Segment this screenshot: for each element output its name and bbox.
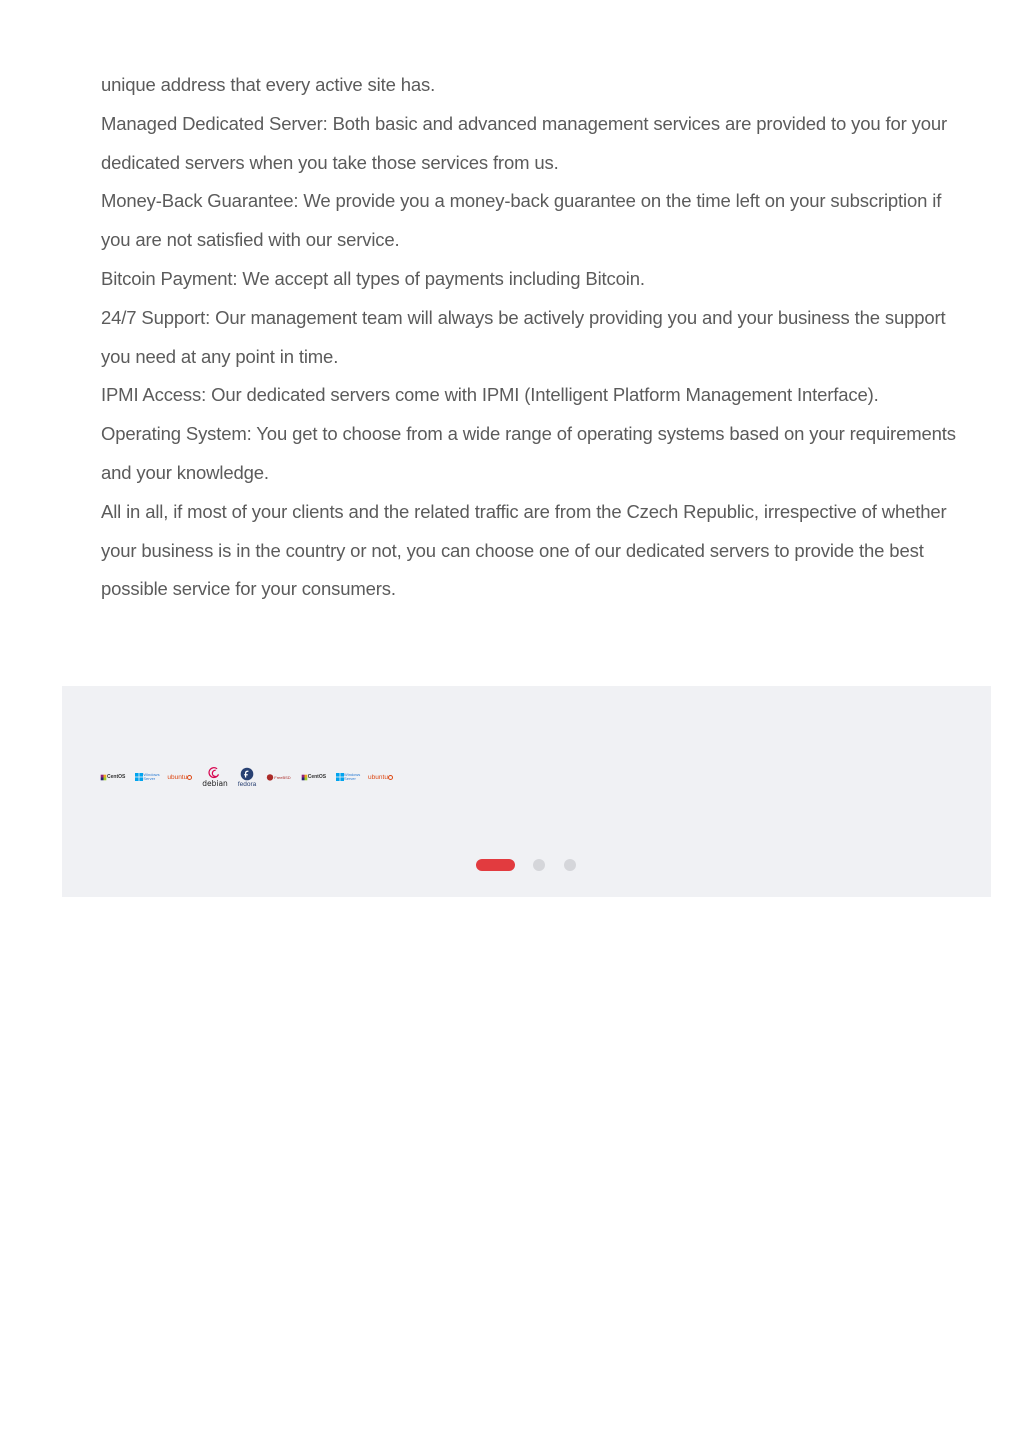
ubuntu-mark-icon (388, 775, 393, 780)
centos-mark-icon (100, 774, 107, 781)
article-paragraph: Money-Back Guarantee: We provide you a money-back guarantee on the time left on your subscription if you are not satisfied with our service. (101, 190, 942, 251)
logo-label: ubuntu (167, 773, 188, 781)
logo-label: CentOS (307, 773, 327, 780)
debian-swirl-icon (208, 766, 222, 780)
logo-label: fedora (237, 780, 257, 788)
slider-pagination (476, 859, 595, 871)
windows-mark-icon (135, 773, 143, 781)
article-paragraph: IPMI Access: Our dedicated servers come with IPMI (Intelligent Platform Management Interface). (101, 384, 879, 406)
ubuntu-logo-icon (167, 762, 192, 792)
article-paragraph: Bitcoin Payment: We accept all types of payments including Bitcoin. (101, 267, 645, 289)
logo-label: Windows Server (344, 772, 361, 781)
article-paragraph: unique address that every active site has. (101, 74, 436, 95)
article-paragraph: Operating System: You get to choose from a wide range of operating systems based on your requirements and your knowledge. (101, 423, 956, 483)
logo-label: CentOS (107, 773, 126, 780)
logo-label: debian (202, 779, 228, 788)
ubuntu-logo-icon (368, 762, 393, 792)
article-paragraph: 24/7 Support: Our management team will always be actively providing you and your business the support you need at any point in time. (101, 306, 946, 367)
centos-logo-icon (301, 762, 326, 792)
article-body (101, 66, 961, 609)
ubuntu-mark-icon (187, 775, 192, 780)
fedora-logo-icon (238, 762, 256, 792)
os-logo-slider[interactable] (62, 686, 991, 897)
freebsd-mark-icon (266, 773, 274, 781)
article-paragraph: Managed Dedicated Server: Both basic and advanced management services are provided to you for your dedicated servers when you take those services from us. (101, 112, 948, 173)
windows-logo-icon (336, 762, 361, 792)
pagination-dot-1[interactable] (476, 859, 515, 871)
windows-mark-icon (336, 773, 344, 781)
centos-mark-icon (301, 774, 308, 781)
pagination-dot-3[interactable] (564, 859, 576, 871)
logo-label: ubuntu (368, 773, 388, 781)
logo-track (100, 762, 403, 792)
windows-logo-icon (135, 762, 160, 792)
centos-logo-icon (100, 762, 125, 792)
fedora-mark-icon (240, 767, 254, 781)
logo-label: Windows Server (143, 772, 160, 781)
debian-logo-icon (202, 762, 228, 792)
pagination-dot-2[interactable] (533, 859, 545, 871)
article-paragraph: All in all, if most of your clients and the related traffic are from the Czech Republic, irrespective of whether your business is in the country or not, you can choose one of our dedicated servers to provide the best possible service for your consumers. (101, 500, 947, 600)
freebsd-logo-icon (266, 762, 290, 792)
logo-label: FreeBSD (274, 774, 291, 780)
